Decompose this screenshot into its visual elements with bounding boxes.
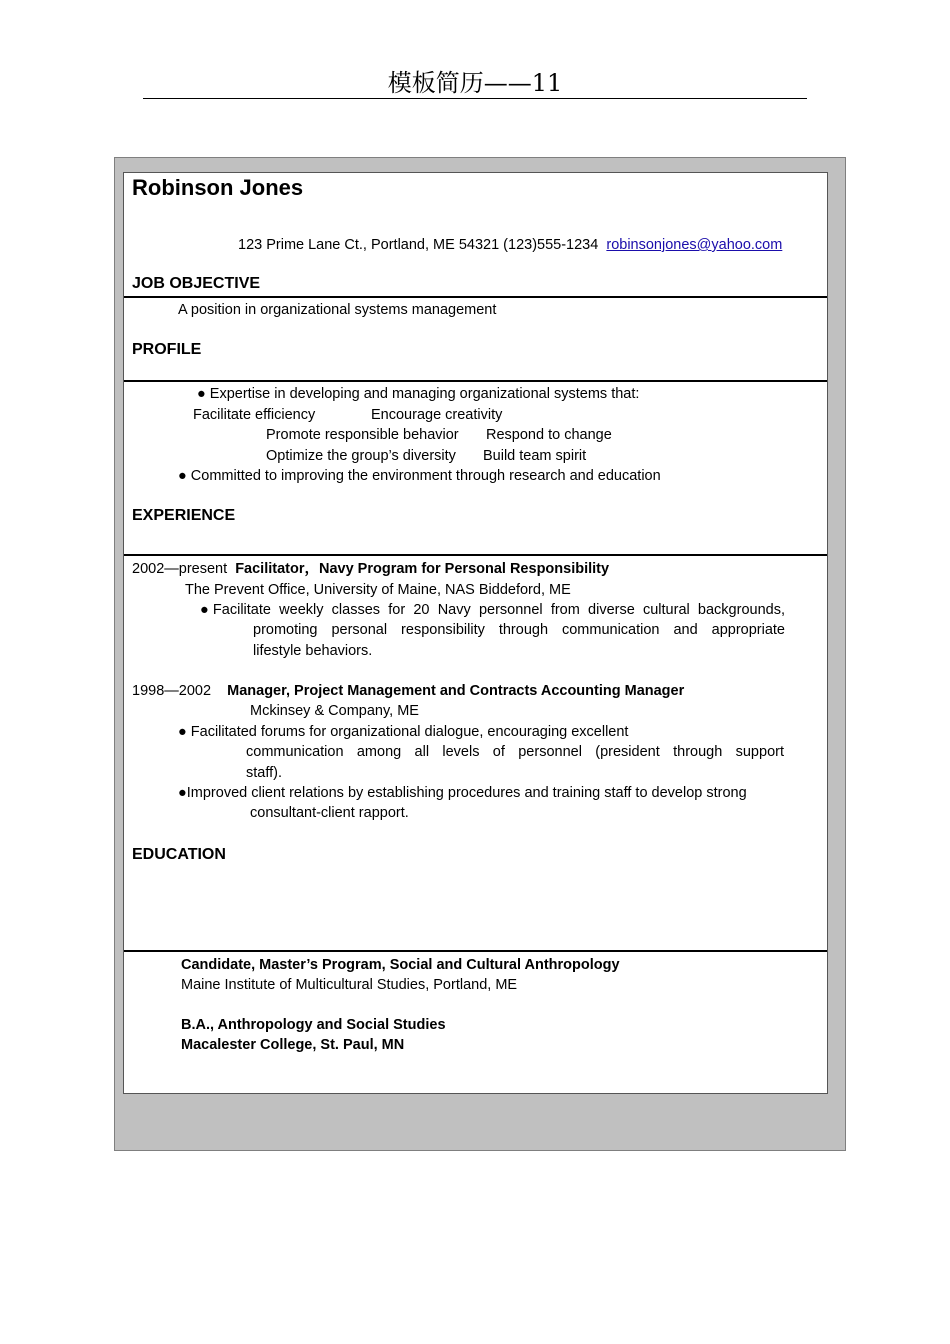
job-bullet-continued: communication among all levels of personnel (president through support: [246, 744, 784, 760]
job-entry-header: [132, 559, 609, 579]
job-organization: Mckinsey & Company, ME: [250, 703, 419, 719]
job-title: Manager, Project Management and Contracts Accounting Manager: [227, 683, 685, 699]
section-divider: [124, 554, 827, 556]
section-heading-profile: PROFILE: [132, 341, 202, 358]
job-bullet: ●Improved client relations by establishing procedures and training staff to develop strong: [178, 785, 747, 801]
contact-address: 123 Prime Lane Ct., Portland, ME 54321 (123)555-1234: [238, 237, 599, 253]
section-divider: [124, 950, 827, 952]
email-link[interactable]: robinsonjones@yahoo.com: [606, 237, 783, 253]
education-school: Macalester College, St. Paul, MN: [181, 1037, 405, 1053]
profile-bullet: ● Committed to improving the environment through research and education: [178, 468, 661, 484]
profile-item: Facilitate efficiency: [193, 407, 316, 423]
profile-item: Promote responsible behavior: [266, 427, 459, 443]
job-bullet-continued: lifestyle behaviors.: [253, 643, 373, 659]
objective-text: A position in organizational systems management: [178, 302, 497, 318]
job-organization: The Prevent Office, University of Maine, NAS Biddeford, ME: [185, 582, 571, 598]
section-heading-job-objective: JOB OBJECTIVE: [132, 275, 261, 292]
section-heading-experience: EXPERIENCE: [132, 507, 236, 524]
section-divider: [124, 296, 827, 298]
education-degree: B.A., Anthropology and Social Studies: [181, 1017, 446, 1033]
job-bullet: ● Facilitated forums for organizational dialogue, encouraging excellent: [178, 724, 629, 740]
document-title: 模板简历——11: [387, 69, 563, 97]
applicant-name: Robinson Jones: [132, 175, 304, 200]
profile-item: Respond to change: [486, 427, 612, 443]
job-bullet-continued: consultant-client rapport.: [250, 805, 409, 821]
section-divider: [124, 380, 827, 382]
contact-line: [238, 235, 782, 255]
education-school: Maine Institute of Multicultural Studies, Portland, ME: [181, 977, 518, 993]
job-dates: 1998—2002: [132, 683, 212, 699]
job-bullet-continued: promoting personal responsibility through communication and appropriate: [253, 622, 785, 638]
profile-bullet: ● Expertise in developing and managing organizational systems that:: [197, 386, 640, 402]
profile-item: Encourage creativity: [371, 407, 503, 423]
job-bullet: ●Facilitate weekly classes for 20 Navy personnel from diverse cultural backgrounds,: [200, 602, 785, 618]
job-entry-header: [132, 681, 684, 701]
section-heading-education: EDUCATION: [132, 846, 226, 863]
education-degree: Candidate, Master’s Program, Social and Cultural Anthropology: [181, 957, 620, 973]
job-bullet-continued: staff).: [246, 765, 282, 781]
profile-item: Build team spirit: [483, 448, 587, 464]
job-dates: 2002—present: [132, 561, 228, 577]
job-title: Facilitator，Navy Program for Personal Responsibility: [235, 561, 610, 577]
title-underline: [143, 98, 807, 99]
profile-item: Optimize the group’s diversity: [266, 448, 456, 464]
